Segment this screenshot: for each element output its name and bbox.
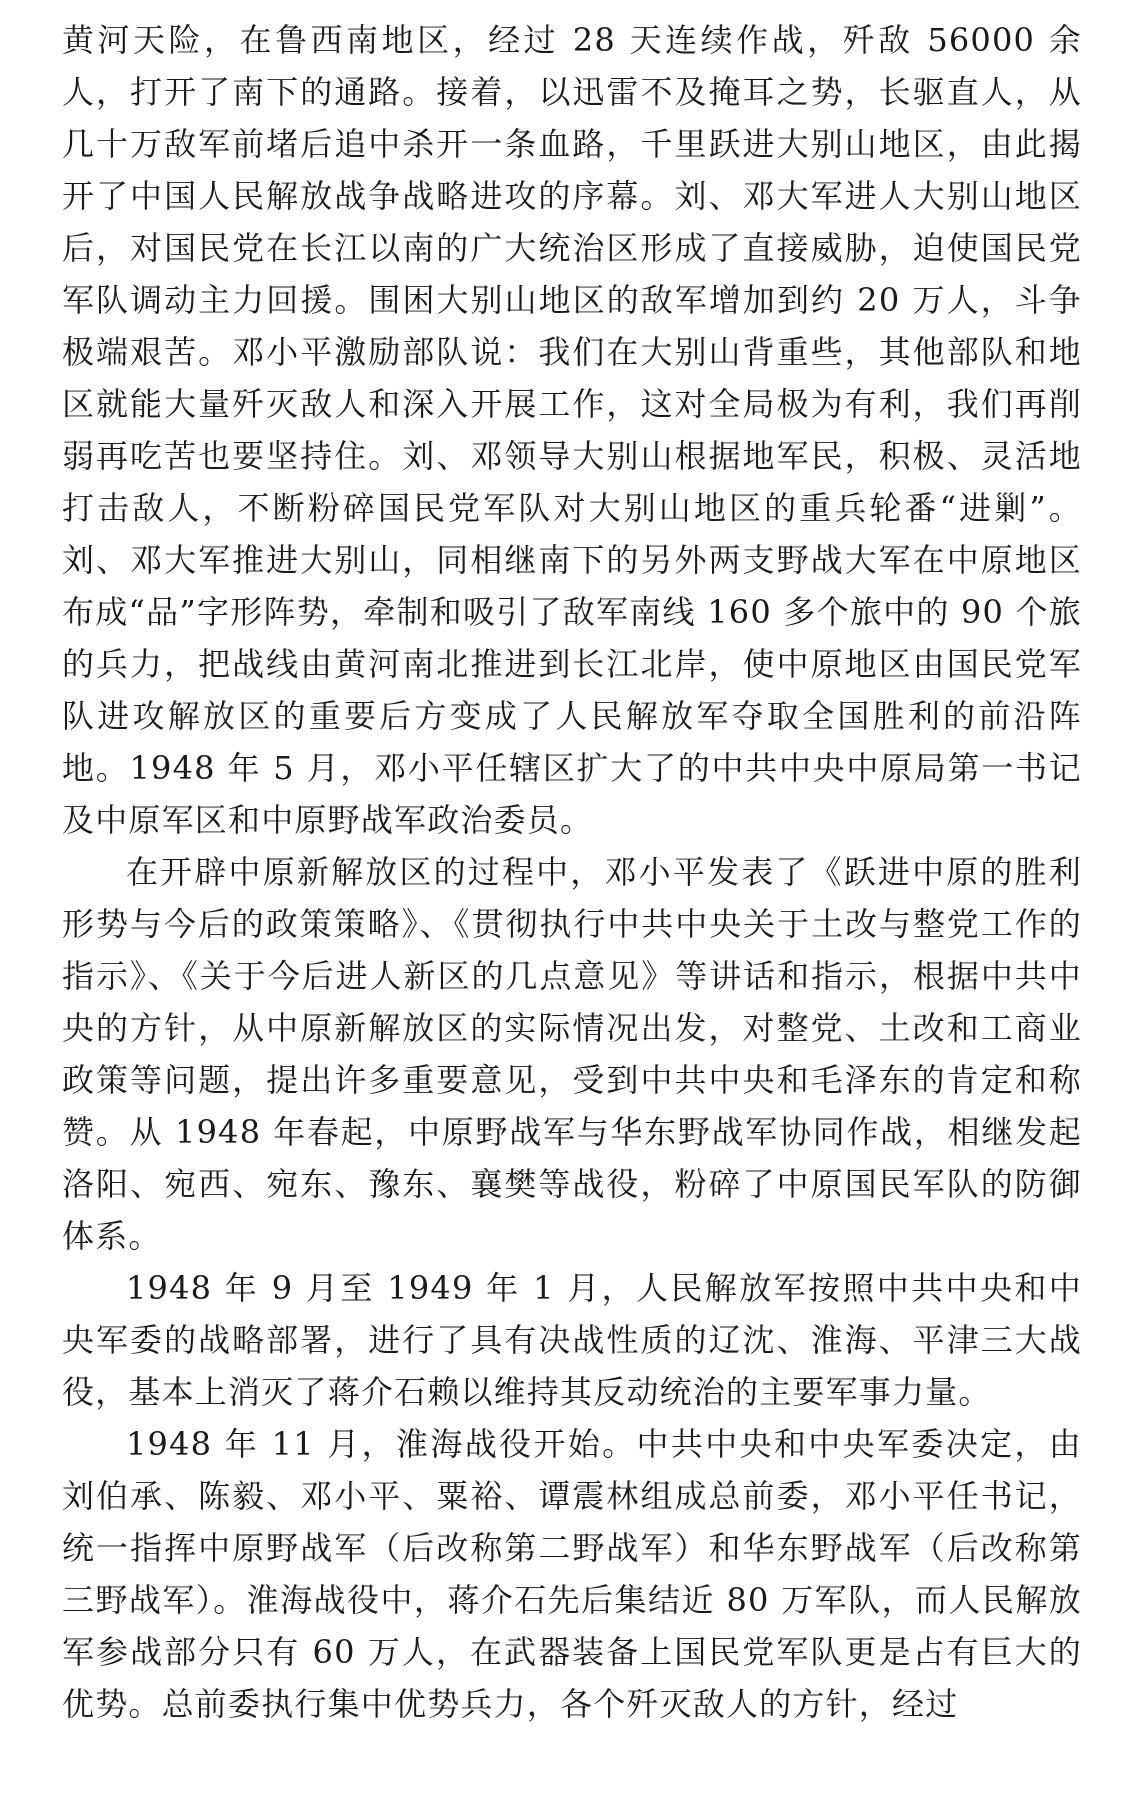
paragraph-1: 黄河天险，在鲁西南地区，经过 28 天连续作战，歼敌 56000 余人，打开了南下的通路。接着，以迅雷不及掩耳之势，长驱直人，从几十万敌军前堵后追中杀开一条血路，千里跃进大别山地区，由此揭开了中国人民解放战争战略进攻的序幕。刘、邓大军进人大别山地区后，对国民党在长江以南的广大统治区形成了直接威胁，迫使国民党军队调动主力回援。围困大别山地区的敌军增加到约 20 万人，斗争极端艰苦。邓小平激励部队说：我们在大别山背重些，其他部队和地区就能大量歼灭敌人和深入开展工作，这对全局极为有利，我们再削弱再吃苦也要坚持住。刘、邓领导大别山根据地军民，积极、灵活地打击敌人，不断粉碎国民党军队对大别山地区的重兵轮番“进剿”。刘、邓大军推进大别山，同相继南下的另外两支野战大军在中原地区布成“品”字形阵势，牵制和吸引了敌军南线 160 多个旅中的 90 个旅的兵力，把战线由黄河南北推进到长江北岸，使中原地区由国民党军队进攻解放区的重要后方变成了人民解放军夺取全国胜利的前沿阵地。1948 年 5 月，邓小平任辖区扩大了的中共中央中原局第一书记及中原军区和中原野战军政治委员。 [62,21,1082,839]
paragraph-3: 1948 年 9 月至 1949 年 1 月，人民解放军按照中共中央和中央军委的战略部署，进行了具有决战性质的辽沈、淮海、平津三大战役，基本上消灭了蒋介石赖以维持其反动统治的主要军事力量。 [62,1269,1082,1411]
paragraph-4: 1948 年 11 月，淮海战役开始。中共中央和中央军委决定，由刘伯承、陈毅、邓小平、粟裕、谭震林组成总前委，邓小平任书记，统一指挥中原野战军（后改称第二野战军）和华东野战军（后改称第三野战军）。淮海战役中，蒋介石先后集结近 80 万军队，而人民解放军参战部分只有 60 万人，在武器装备上国民党军队更是占有巨大的优势。总前委执行集中优势兵力，各个歼灭敌人的方针，经过 [62,1425,1082,1723]
body-text [62,14,1082,1730]
paragraph-2: 在开辟中原新解放区的过程中，邓小平发表了《跃进中原的胜利形势与今后的政策策略》、《贯彻执行中共中央关于土改与整党工作的指示》、《关于今后进人新区的几点意见》等讲话和指示，根据中共中央的方针，从中原新解放区的实际情况出发，对整党、土改和工商业政策等问题，提出许多重要意见，受到中共中央和毛泽东的肯定和称赞。从 1948 年春起，中原野战军与华东野战军协同作战，相继发起洛阳、宛西、宛东、豫东、襄樊等战役，粉碎了中原国民军队的防御体系。 [62,853,1082,1255]
